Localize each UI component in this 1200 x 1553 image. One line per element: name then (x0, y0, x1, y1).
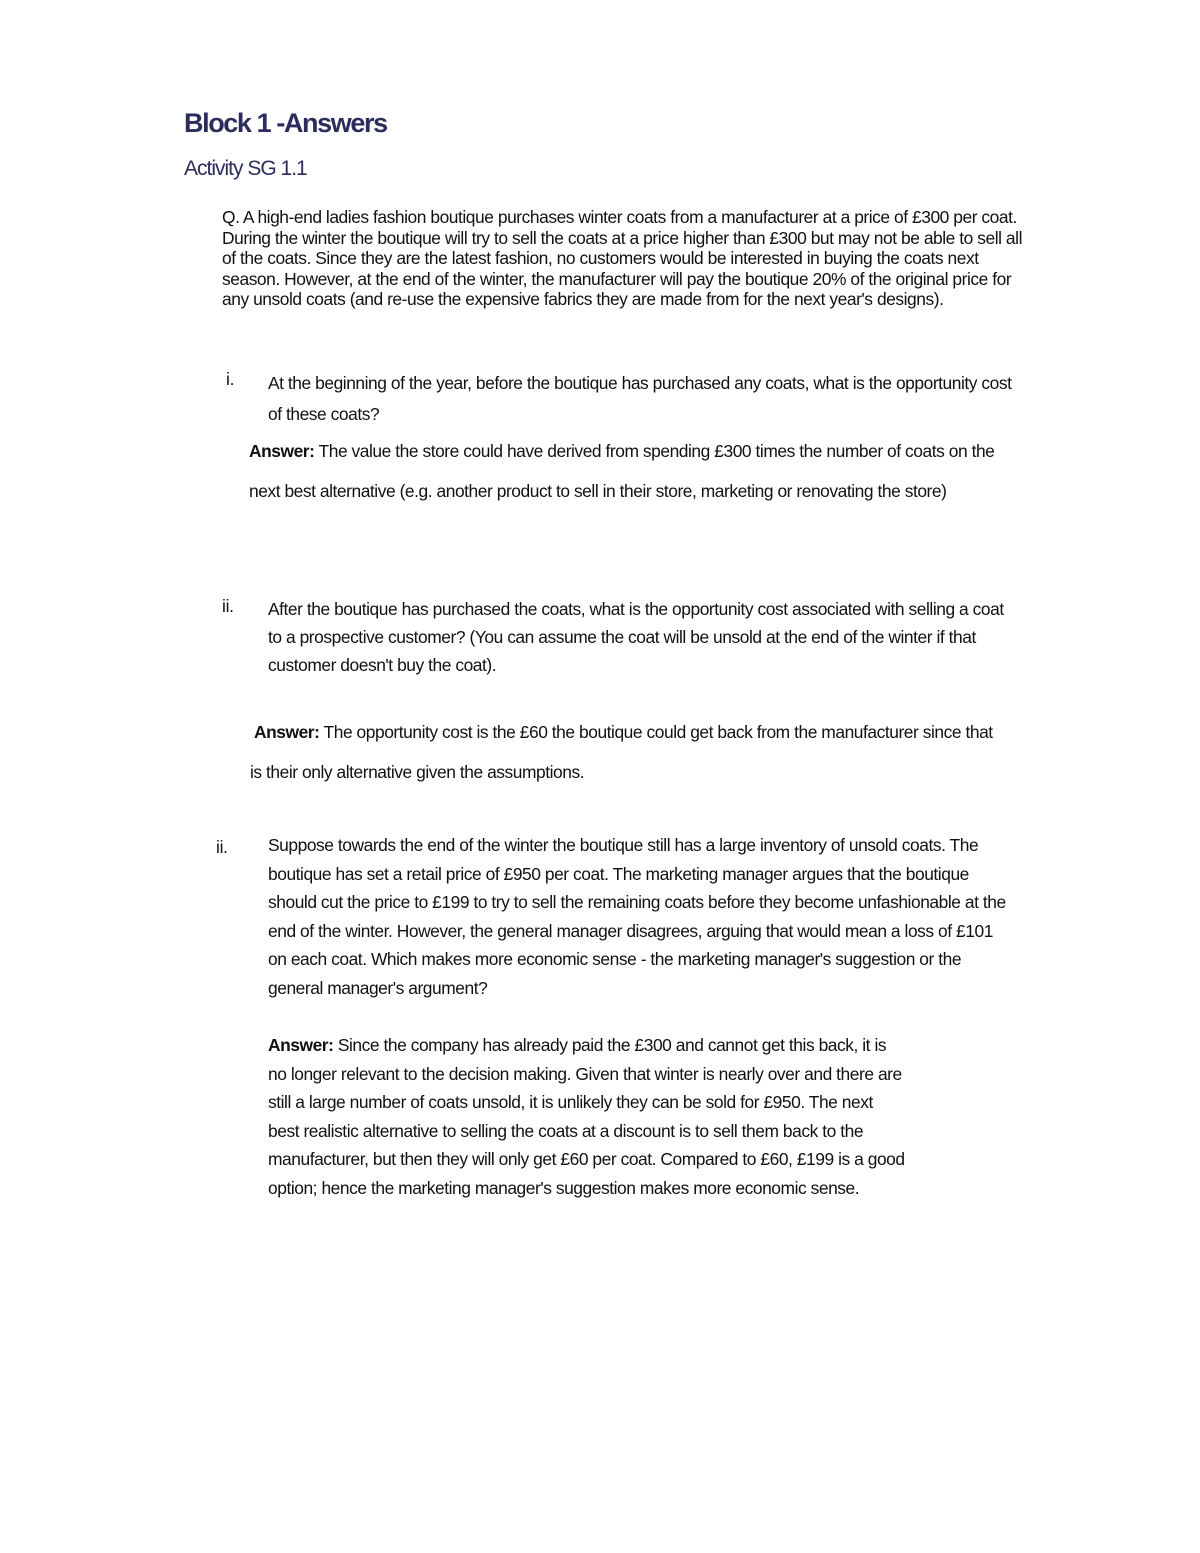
item-question: Suppose towards the end of the winter the boutique still has a large inventory of unsold coats. The boutique has set a retail price of £950 per coat. The marketing manager argues that the boutique should cut the price to £199 to try to sell the remaining coats before they become unfashionable at the end of the winter. However, the general manager disagrees, arguing that would mean a loss of £101 on each coat. Which makes more economic sense - the marketing manager's suggestion or the general manager's argument? (268, 835, 1006, 998)
item-question: After the boutique has purchased the coats, what is the opportunity cost associated with selling a coat to a prospective customer? (You can assume the coat will be unsold at the end of the winter if that customer doesn't buy the coat). (268, 599, 1004, 675)
item-answer (250, 712, 1000, 792)
answer-label: Answer: (254, 722, 320, 742)
answer-text: The opportunity cost is the £60 the boutique could get back from the manufacturer since that is their only alternative given the assumptions. (250, 722, 993, 782)
activity-subtitle: Activity SG 1.1 (184, 157, 307, 180)
answer-label: Answer: (249, 441, 315, 461)
answer-label: Answer: (268, 1035, 334, 1055)
item-number: ii. (216, 837, 228, 857)
answer-text: The value the store could have derived from spending £300 times the number of coats on the next best alternative (e.g. another product to sell in their store, marketing or renovating the store) (249, 441, 995, 501)
item-answer (249, 431, 999, 511)
item-number: ii. (222, 596, 234, 616)
item-answer (268, 1031, 908, 1202)
item-question: At the beginning of the year, before the boutique has purchased any coats, what is the opportunity cost of these coats? (268, 373, 1012, 424)
question-text: Q. A high-end ladies fashion boutique purchases winter coats from a manufacturer at a price of £300 per coat. During the winter the boutique will try to sell the coats at a price higher than £300 but may not be able to sell all of the coats. Since they are the latest fashion, no customers would be interested in buying the coats next season. However, at the end of the winter, the manufacturer will pay the boutique 20% of the original price for any unsold coats (and re-use the expensive fabrics they are made from for the next year's designs). (222, 207, 1022, 309)
answer-text: Since the company has already paid the £300 and cannot get this back, it is no longer relevant to the decision making. Given that winter is nearly over and there are still a large number of coats unsold, it is unlikely they can be sold for £950. The next best realistic alternative to selling the coats at a discount is to sell them back to the manufacturer, but then they will only get £60 per coat. Compared to £60, £199 is a good option; hence the marketing manager's suggestion makes more economic sense. (268, 1035, 905, 1198)
item-number: i. (226, 369, 235, 389)
page-title: Block 1 -Answers (184, 108, 387, 138)
